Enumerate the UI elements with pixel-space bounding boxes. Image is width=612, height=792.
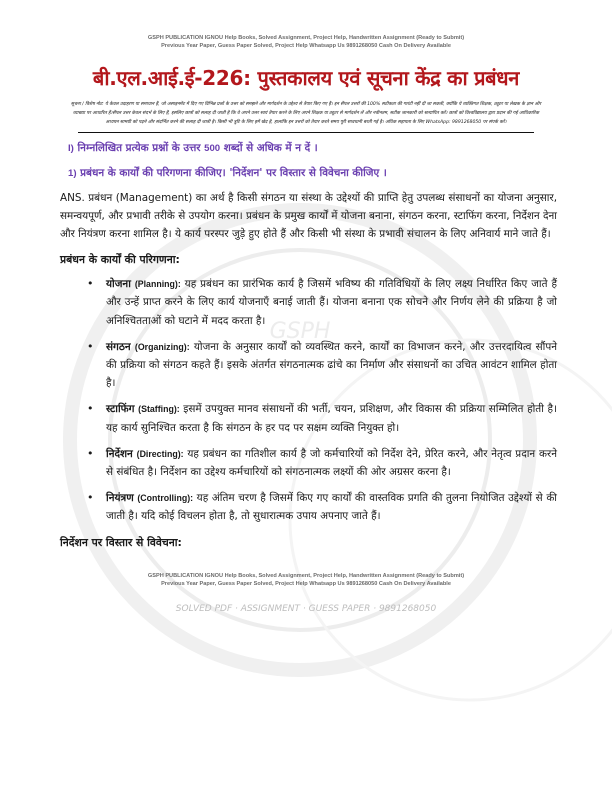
watermark-guess-paper: GUESS PAPER [308, 603, 371, 614]
item-english: (Staffing): [138, 404, 180, 415]
document-title: बी.एल.आई.ई-226: पुस्तकालय एवं सूचना केंद्र का प्रबंधन [92, 66, 520, 90]
watermark-phone: 9891268050 [378, 603, 437, 614]
item-term: संगठन [106, 340, 131, 353]
instruction-text-a: निम्नलिखित प्रत्येक प्रश्नों के उत्तर [73, 141, 205, 154]
bullet-icon: • [87, 491, 94, 505]
list-item-directing [60, 445, 557, 481]
page-footer [0, 572, 612, 588]
page-content [0, 34, 612, 616]
bullet-icon: • [87, 339, 94, 353]
footer-line-1: GSPH PUBLICATION IGNOU Help Books, Solved Assignment, Project Help, Handwritten Assignment (Ready to Submit) [147, 572, 465, 579]
watermark-assignment: ASSIGNMENT [240, 603, 301, 614]
answer-intro: ANS. प्रबंधन (Management) का अर्थ है किसी संगठन या संस्था के उद्देश्यों की प्राप्ति हेतु उपलब्ध संसाधनों का योजना अनुसार, समन्वयपूर्ण, और प्रभावी तरीके से उपयोग करना। प्रबंधन के प्रमुख कार्यों में योजना बनाना, संगठन करना, स्टाफिंग करना, निर्देशन देना और नियंत्रण करना शामिल है। ये कार्य परस्पर जुड़े हुए होते हैं और किसी भी संस्था के प्रभावी संचालन के लिए अनिवार्य माने जाते हैं। [60, 191, 557, 241]
question-number: 1) [68, 167, 77, 179]
functions-heading: प्रबंधन के कार्यों की परिगणना: [60, 253, 180, 267]
instruction-text-b: शब्दों से अधिक में न दें । [220, 141, 318, 154]
list-item-controlling [60, 489, 557, 525]
item-english: (Directing): [136, 448, 184, 459]
item-term: निर्देशन [106, 447, 133, 460]
item-term: नियंत्रण [106, 492, 134, 505]
question-1 [68, 164, 558, 183]
directing-heading: निर्देशन पर विस्तार से विवेचना: [60, 535, 182, 549]
watermark-caption: SOLVED PDF · ASSIGNMENT · GUESS PAPER · 9891268050 [175, 603, 437, 614]
header-line-1: GSPH PUBLICATION IGNOU Help Books, Solved Assignment, Project Help, Handwritten Assignment (Ready to Submit) [147, 35, 465, 41]
list-item-organizing [60, 338, 557, 393]
question-text: प्रबंधन के कार्यों की परिगणना कीजिए। 'निर्देशन' पर विस्तार से विवेचना कीजिए । [76, 166, 387, 179]
bullet-icon: • [87, 277, 94, 291]
item-text: इसमें उपयुक्त मानव संसाधनों की भर्ती, चयन, प्रशिक्षण, और विकास की प्रक्रिया सम्मिलित होती है। यह कार्य सुनिश्चित करता है कि संगठन के हर पद पर सक्षम व्यक्ति नियुक्त हो। [106, 403, 557, 434]
item-term: स्टाफिंग [106, 403, 135, 416]
item-term: योजना [106, 278, 131, 291]
footer-line-2: Previous Year Paper, Guess Paper Solved, Project Help Whatsapp Us 9891268050 Cash On Delivery Available [161, 580, 451, 587]
instruction-number: I) [68, 142, 74, 154]
bullet-icon: • [87, 446, 94, 460]
watermark-gsph: GSPH [269, 319, 331, 344]
list-item-planning [60, 275, 557, 330]
watermark-solved-pdf: SOLVED PDF [175, 603, 233, 614]
item-text: यह प्रबंधन का प्रारंभिक कार्य है जिसमें भविष्य की गतिविधियों के लिए लक्ष्य निर्धारित किए जाते हैं और उन्हें प्राप्त करने के लिए कार्य योजनाएँ बनाई जाती हैं। योजना बनाना एक सोचने और निर्णय लेने की प्रक्रिया है जो अनिश्चितताओं को घटाने में मदद करता है। [106, 278, 557, 327]
functions-list [60, 275, 557, 525]
bullet-icon: • [87, 402, 94, 416]
page-header [0, 34, 612, 50]
divider-line [78, 132, 534, 133]
general-instruction [68, 139, 558, 158]
item-text: यह प्रबंधन का गतिशील कार्य है जो कर्मचारियों को निर्देश देने, प्रेरित करने, और नेतृत्व प्रदान करने से संबंधित है। निर्देशन का उद्देश्य कर्मचारियों को संगठनात्मक लक्ष्यों की ओर अग्रसर करना है। [106, 447, 557, 479]
disclaimer-note: सूचना / विशेष नोट: ये केवल उदाहरण या समाधान हैं, जो असाइनमेंट में दिए गए विभिन्न प्रश्नों के उत्तर को समझने और मार्गदर्शन के उद्देश्य से तैयार किए गए हैं। इन सैंपल उत्तरों की 100% सटीकता की गारंटी नहीं दी जा सकती, क्योंकि ये व्यक्तिगत शिक्षक, ट्यूटर या लेखक के ज्ञान और व्याख्या पर आधारित हैं।सैंपल उत्तर केवल संदर्भ के लिए हैं, इसलिए छात्रों को सलाह दी जाती है कि वे अपने उत्तर स्वयं तैयार करने के लिए अपने शिक्षक या ट्यूटर से मार्गदर्शन लें और नवीनतम, सटीक जानकारी को सत्यापित करें। छात्रों को विश्वविद्यालय द्वारा प्रदान की गई आधिकारिक अध्ययन सामग्री को पढ़ने और संदर्भित करने की सलाह दी जाती है। किसी भी त्रुटि के लिए हमें खेद है, हालांकि इन उत्तरों को तैयार करते समय पूरी सावधानी बरती गई है। अधिक सहायता के लिए WhatsApp: 9891268050 पर संपर्क करें। [70, 102, 542, 126]
item-text: यह अंतिम चरण है जिसमें किए गए कार्यों की वास्तविक प्रगति की तुलना नियोजित उद्देश्यों से की जाती है। यदि कोई विचलन होता है, तो सुधारात्मक उपाय अपनाए जाते हैं। [106, 492, 557, 523]
list-item-staffing [60, 400, 557, 436]
header-line-2: Previous Year Paper, Guess Paper Solved, Project Help Whatsapp Us 9891268050 Cash On Delivery Available [161, 43, 451, 49]
item-english: (Organizing): [134, 341, 190, 352]
word-limit: 500 [204, 142, 221, 154]
item-english: (Planning): [134, 279, 181, 290]
item-text: योजना के अनुसार कार्यों को व्यवस्थित करने, कार्यों का विभाजन करने, और उत्तरदायित्व सौंपने की प्रक्रिया को संगठन कहते हैं। इसके अंतर्गत संगठनात्मक ढांचे का निर्माण और संसाधनों का उचित आवंटन शामिल होता है। [106, 340, 557, 390]
item-english: (Controlling): [137, 493, 194, 504]
